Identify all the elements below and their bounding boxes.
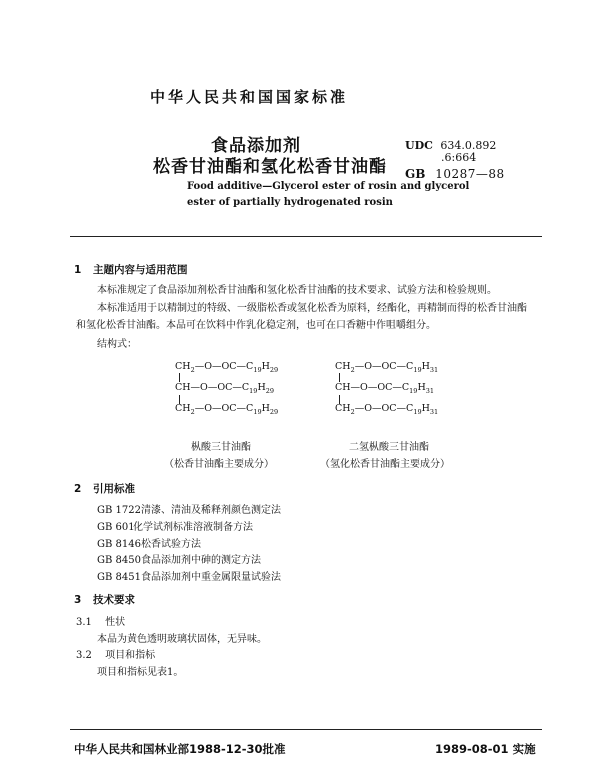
section-1-number: 1 [74,264,82,276]
english-title-line-2: ester of partially hydrogenated rosin [187,197,393,208]
subsection-3-2-text: 项目和指标见表1。 [97,667,184,678]
right-formula-name: 二氢枞酸三甘油酯 [349,442,429,453]
bottom-rule [70,729,542,730]
reference-item: GB 1722清漆、清油及稀释剂颜色测定法 [97,505,281,516]
section-1-para-2-line-1: 本标准适用于以精制过的特级、一级脂松香或氢化松香为原料，经酯化，再精制而得的松香甘油酯 [97,303,527,314]
structure-label: 结构式： [97,339,137,350]
left-formula-name: 枞酸三甘油酯 [191,442,251,453]
gb-number: 10287—88 [435,167,505,181]
udc-value-2: .6:664 [441,151,477,164]
gb-code [405,167,505,181]
left-formula-row-1: $CH_2—O—OC—C_{19}H_{29}$ [175,361,279,374]
english-title-line-1: Food additive—Glycerol ester of rosin and glycerol [187,181,470,192]
section-3-number: 3 [74,594,82,606]
standard-header: 中华人民共和国国家标准 [150,88,349,106]
left-formula-row-3: $CH_2—O—OC—C_{19}H_{29}$ [175,403,279,416]
udc-value: 634.0.892 [440,139,497,152]
section-1-para-2-line-2: 和氢化松香甘油酯。本品可在饮料中作乳化稳定剂，也可在口香糖中作咀嚼组分。 [76,320,436,331]
subsection-3-2-title: 项目和指标 [105,650,156,661]
approval-line: 中华人民共和国林业部1988-12-30批准 [74,742,286,756]
right-bond-upper [339,373,340,382]
subsection-3-2-heading [76,646,155,661]
title-line-1: 食品添加剂 [211,136,301,156]
subsection-3-2-number: 3.2 [76,650,92,661]
right-formula-note: （氢化松香甘油酯主要成分） [320,459,450,470]
right-formula-row-3: $CH_2—O—OC—C_{19}H_{31}$ [335,403,439,416]
left-formula-note: （松香甘油酯主要成分） [164,459,274,470]
reference-item: GB 8451食品添加剂中重金属限量试验法 [97,572,281,583]
section-3-heading [74,592,135,607]
reference-item: GB 8450食品添加剂中砷的测定方法 [97,555,261,566]
udc-label: UDC [405,139,433,152]
subsection-3-1-title: 性状 [105,617,126,628]
reference-item: GB 601化学试剂标准溶液制备方法 [97,522,253,533]
right-formula-row-2: $CH—O—OC—C_{19}H_{31}$ [335,382,435,395]
top-rule [70,236,542,237]
subsection-3-1-number: 3.1 [76,617,92,628]
gb-label: GB [405,167,426,181]
left-formula-row-2: $CH—O—OC—C_{19}H_{29}$ [175,382,275,395]
subsection-3-1-text: 本品为黄色透明玻璃状固体，无异味。 [97,634,267,645]
section-2-number: 2 [74,483,82,495]
left-bond-upper [179,373,180,382]
section-1-title: 主题内容与适用范围 [92,264,188,276]
section-2-title: 引用标准 [92,483,135,495]
section-2-heading [74,481,135,496]
section-3-title: 技术要求 [92,594,135,606]
implementation-date: 1989-08-01 实施 [435,742,536,756]
section-1-para-1: 本标准规定了食品添加剂松香甘油酯和氢化松香甘油酯的技术要求、试验方法和检验规则。 [97,285,497,296]
title-line-2: 松香甘油酯和氢化松香甘油酯 [153,157,387,177]
reference-item: GB 8146松香试验方法 [97,539,201,550]
section-1-heading [74,262,187,277]
right-formula-row-1: $CH_2—O—OC—C_{19}H_{31}$ [335,361,439,374]
subsection-3-1-heading [76,613,125,628]
